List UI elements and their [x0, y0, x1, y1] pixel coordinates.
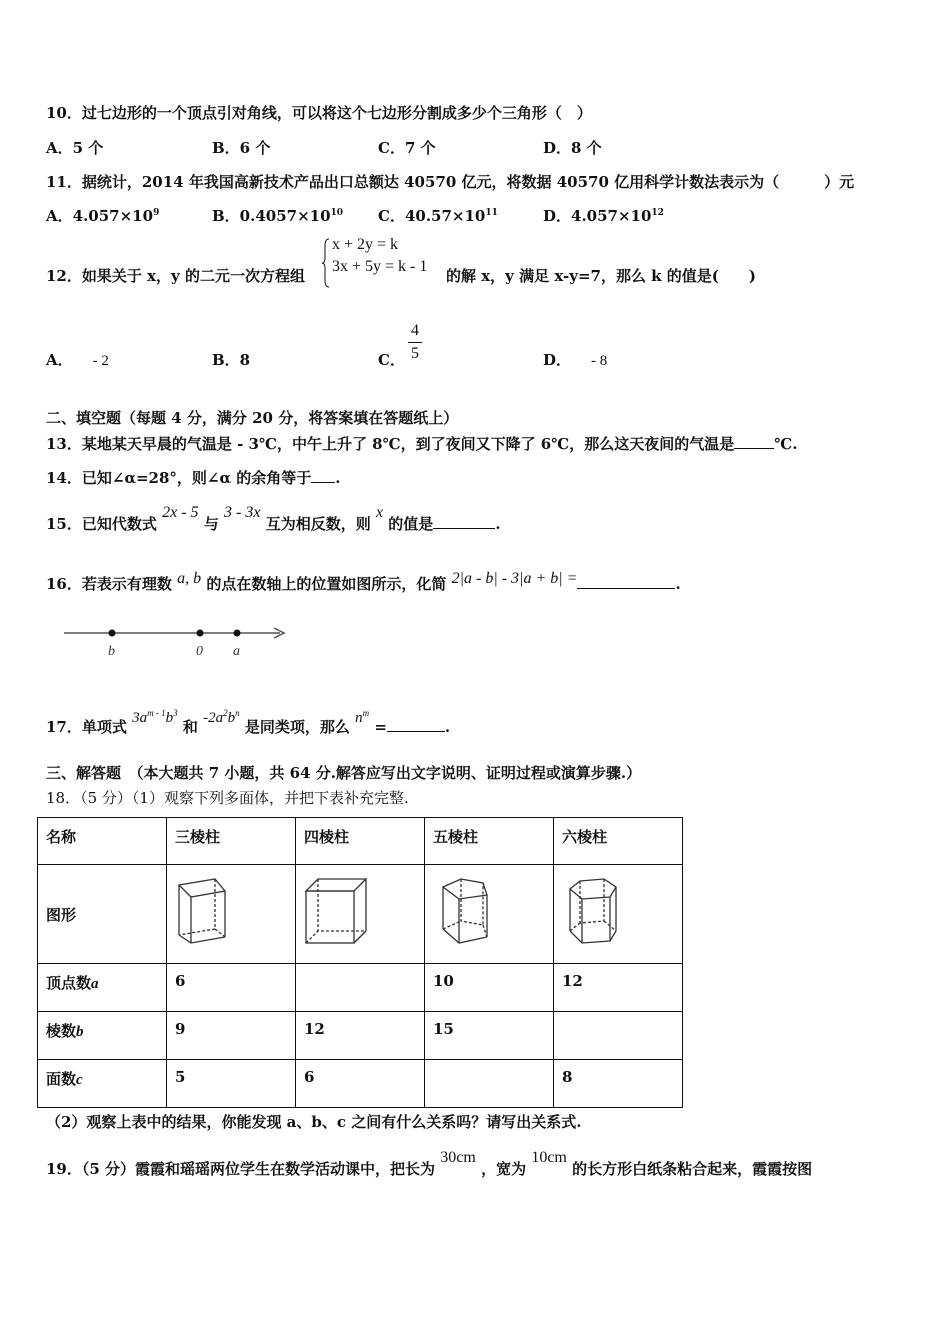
- q11-option-a: A．$4.057\times 10^9$: [46, 207, 160, 225]
- square-prism-cell: [296, 865, 425, 964]
- hexagonal-prism-cell: [554, 865, 683, 964]
- q17-text: 17．单项式 $3a^{m - 1}b^3$ 和 $-2a^2b^n$ 是同类项，那么 $n^m$ = .: [46, 708, 451, 736]
- faces-square: 6: [296, 1060, 425, 1108]
- table-row-vertices: [38, 964, 683, 1012]
- faces-label: 面数c: [38, 1060, 167, 1108]
- q10-option-b: B．6 个: [212, 139, 271, 157]
- label-a: a: [233, 644, 240, 659]
- header-name: 名称: [38, 818, 167, 865]
- q10-option-a: A．5 个: [46, 139, 104, 157]
- q19-text: 19．（5 分）霞霞和瑶瑶两位学生在数学活动课中，把长为 30cm ，宽为 10cm 的长方形白纸条粘合起来，霞霞按图: [46, 1149, 813, 1178]
- q14-blank: [311, 468, 335, 483]
- q16-blank: [577, 574, 675, 589]
- q17-monomial-2: $-2a^2b^n$: [203, 708, 240, 726]
- point-a: [234, 630, 241, 637]
- q17-monomial-1: $3a^{m - 1}b^3$: [132, 708, 178, 726]
- edges-hexagonal: [554, 1012, 683, 1060]
- point-zero: [197, 630, 204, 637]
- q17-power: $n^m$: [355, 708, 370, 726]
- header-pentagonal-prism: 五棱柱: [425, 818, 554, 865]
- q14-text: 14．已知∠α=28°，则∠α 的余角等于 .: [46, 469, 341, 487]
- vertices-pentagonal: 10: [425, 964, 554, 1012]
- q12-prefix: 12．如果关于 x，y 的二元一次方程组: [46, 267, 305, 285]
- q19-width: 10cm: [531, 1149, 567, 1166]
- q17-blank: [387, 717, 445, 732]
- edges-square: 12: [296, 1012, 425, 1060]
- table-row-shape: [38, 865, 683, 964]
- vertices-label: 顶点数a: [38, 964, 167, 1012]
- q11-option-b: B．$0.4057\times 10^{10}$: [212, 207, 344, 225]
- faces-hexagonal: 8: [554, 1060, 683, 1108]
- q19-length: 30cm: [440, 1149, 476, 1166]
- table-row-edges: [38, 1012, 683, 1060]
- q12-option-c-label: C．: [378, 351, 405, 369]
- q15-var-x: x: [375, 504, 384, 521]
- vertices-hexagonal: 12: [554, 964, 683, 1012]
- edges-label: 棱数b: [38, 1012, 167, 1060]
- header-hexagonal-prism: 六棱柱: [554, 818, 683, 865]
- vertices-square: [296, 964, 425, 1012]
- fraction-denominator: 5: [408, 342, 422, 363]
- q12-option-d: D． - 8: [543, 351, 608, 369]
- header-triangular-prism: 三棱柱: [167, 818, 296, 865]
- q13-blank: [734, 434, 774, 449]
- q13-text: 13．某地某天早晨的气温是 - 3℃，中午上升了 8℃，到了夜间又下降了 6℃，那么这天夜间的气温是 ℃.: [46, 435, 798, 453]
- table-header-row: [38, 818, 683, 865]
- q12-equation-2: 3x + 5y = k - 1: [332, 258, 428, 275]
- q12-option-c-fraction: [408, 322, 422, 363]
- number-line: [62, 622, 292, 662]
- q12-equation-1: x + 2y = k: [332, 236, 399, 253]
- fraction-numerator: 4: [411, 322, 419, 339]
- q12-equation-system: [330, 236, 427, 276]
- q18-intro: 18．（5 分）（1）观察下列多面体，并把下表补充完整.: [46, 789, 409, 807]
- hexagonal-prism-icon: [566, 877, 626, 947]
- shape-row-label: 图形: [38, 865, 167, 964]
- q16-vars: a, b: [177, 570, 202, 587]
- label-b: b: [108, 644, 115, 659]
- q11-text: 11．据统计，2014 年我国高新技术产品出口总额达 40570 亿元，将数据 40570 亿用科学计数法表示为（ ）元: [46, 173, 855, 191]
- edges-triangular: 9: [167, 1012, 296, 1060]
- section3-heading: 三、解答题 （本大题共 7 小题，共 64 分.解答应写出文字说明、证明过程或演算步骤.）: [46, 764, 642, 782]
- q15-text: 15．已知代数式 2x - 5 与 3 - 3x 互为相反数，则 x 的值是 .: [46, 504, 501, 533]
- triangular-prism-cell: [167, 865, 296, 964]
- table-row-faces: [38, 1060, 683, 1108]
- faces-pentagonal: [425, 1060, 554, 1108]
- pentagonal-prism-cell: [425, 865, 554, 964]
- q11-option-c: C．$40.57\times 10^{11}$: [378, 207, 498, 225]
- header-square-prism: 四棱柱: [296, 818, 425, 865]
- vertices-triangular: 6: [167, 964, 296, 1012]
- q10-option-c: C．7 个: [378, 139, 436, 157]
- q15-expr-2: 3 - 3x: [224, 504, 261, 521]
- q15-expr-1: 2x - 5: [162, 504, 199, 521]
- section2-heading: 二、填空题（每题 4 分，满分 20 分，将答案填在答题纸上）: [46, 409, 459, 427]
- brace-icon: [322, 238, 330, 288]
- q16-text: 16．若表示有理数 a, b 的点在数轴上的位置如图所示，化简 2|a - b| - 3|a + b| = .: [46, 570, 681, 593]
- q11-option-d: D．$4.057\times 10^{12}$: [543, 207, 664, 225]
- faces-triangular: 5: [167, 1060, 296, 1108]
- polyhedron-table: [37, 817, 683, 1108]
- square-prism-icon: [304, 877, 370, 947]
- q10-text: 10．过七边形的一个顶点引对角线，可以将这个七边形分割成多少个三角形（ ）: [46, 104, 592, 122]
- q12-option-a: A． - 2: [46, 351, 109, 369]
- pentagonal-prism-icon: [437, 877, 497, 947]
- label-zero: 0: [196, 644, 203, 659]
- q16-expression: 2|a - b| - 3|a + b| =: [451, 570, 578, 587]
- triangular-prism-icon: [177, 877, 237, 947]
- edges-pentagonal: 15: [425, 1012, 554, 1060]
- q15-blank: [433, 514, 495, 529]
- q12-option-b: B．8: [212, 351, 251, 369]
- q10-option-d: D．8 个: [543, 139, 602, 157]
- q18-part2: （2）观察上表中的结果，你能发现 a、b、c 之间有什么关系吗？请写出关系式.: [46, 1113, 582, 1131]
- point-b: [109, 630, 116, 637]
- q12-suffix: 的解 x，y 满足 x-y=7，那么 k 的值是( ): [446, 267, 756, 285]
